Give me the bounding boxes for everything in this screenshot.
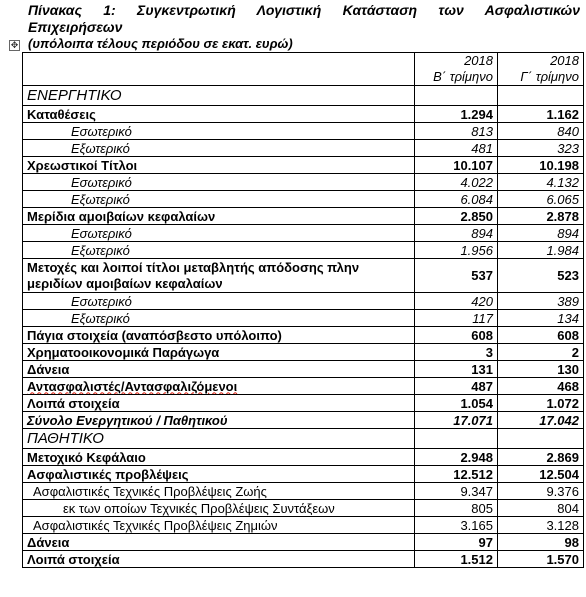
- row-value-q2: 97: [415, 534, 498, 551]
- row-label: Εξωτερικό: [23, 140, 415, 157]
- header-q2: [415, 53, 498, 86]
- table-row: [23, 157, 584, 174]
- table-caption: [28, 2, 580, 36]
- table-row: [23, 466, 584, 483]
- row-value-q3: 2.869: [498, 449, 584, 466]
- row-label: Μετοχικό Κεφάλαιο: [23, 449, 415, 466]
- section-row-assets: [23, 86, 584, 106]
- row-value-q3: 4.132: [498, 174, 584, 191]
- row-label: Λοιπά στοιχεία: [23, 551, 415, 568]
- row-value-q3: 323: [498, 140, 584, 157]
- row-value-q3: 2.878: [498, 208, 584, 225]
- row-label: Αντασφαλιστές/Αντασφαλιζόμενοι: [27, 378, 238, 394]
- row-label: Ασφαλιστικές προβλέψεις: [23, 466, 415, 483]
- table-row: [23, 191, 584, 208]
- section-label: ΕΝΕΡΓΗΤΙΚΟ: [23, 86, 415, 106]
- row-label: Εξωτερικό: [23, 242, 415, 259]
- row-value-q3: 608: [498, 327, 584, 344]
- row-label: Δάνεια: [23, 361, 415, 378]
- header-q2-year: 2018: [464, 53, 493, 68]
- row-label: Χρηματοοικονομικά Παράγωγα: [23, 344, 415, 361]
- caption-line-2: Επιχειρήσεων: [28, 19, 123, 35]
- row-value-q2: 608: [415, 327, 498, 344]
- row-value-q3: 1.162: [498, 106, 584, 123]
- row-value-q2: 4.022: [415, 174, 498, 191]
- row-value-q3: 1.570: [498, 551, 584, 568]
- section-label: ΠΑΘΗΤΙΚΟ: [23, 429, 415, 449]
- table-row: [23, 395, 584, 412]
- caption-units: (υπόλοιπα τέλους περιόδου σε εκατ. ευρώ): [28, 36, 293, 51]
- row-value-q3: 389: [498, 293, 584, 310]
- row-value-q2: 1.294: [415, 106, 498, 123]
- row-label: εκ των οποίων Τεχνικές Προβλέψεις Συντάξεων: [23, 500, 415, 517]
- table-row: [23, 378, 584, 395]
- row-label: Εξωτερικό: [23, 191, 415, 208]
- header-q3-year: 2018: [550, 53, 579, 68]
- header-q3: [498, 53, 584, 86]
- row-value-q2: 805: [415, 500, 498, 517]
- table-row: [23, 293, 584, 310]
- table-row: [23, 517, 584, 534]
- row-value-q2: 537: [415, 259, 498, 293]
- table-row: [23, 449, 584, 466]
- row-value-q3: 134: [498, 310, 584, 327]
- row-value-q2: 3: [415, 344, 498, 361]
- table-row: [23, 208, 584, 225]
- row-value-q3: 894: [498, 225, 584, 242]
- row-value-q2: 3.165: [415, 517, 498, 534]
- row-label: Χρεωστικοί Τίτλοι: [23, 157, 415, 174]
- row-value-q2: 12.512: [415, 466, 498, 483]
- table-row: [23, 174, 584, 191]
- table-row: [23, 534, 584, 551]
- row-value-q3: 840: [498, 123, 584, 140]
- row-label: Μερίδια αμοιβαίων κεφαλαίων: [23, 208, 415, 225]
- row-value-q3: 6.065: [498, 191, 584, 208]
- table-row: [23, 123, 584, 140]
- header-q3-period: Γ΄ τρίμηνο: [520, 69, 579, 84]
- row-value-q3: 523: [498, 259, 584, 293]
- balance-sheet-table: [22, 52, 584, 568]
- row-value-q3: 9.376: [498, 483, 584, 500]
- row-value-q2: 131: [415, 361, 498, 378]
- row-value-q3: 468: [498, 378, 584, 395]
- row-value-q2: 17.071: [415, 412, 498, 429]
- table-row: [23, 140, 584, 157]
- table-row: [23, 225, 584, 242]
- header-empty-cell: [23, 53, 415, 86]
- row-value-q2: 1.512: [415, 551, 498, 568]
- table-row: [23, 344, 584, 361]
- row-value-q3: 12.504: [498, 466, 584, 483]
- header-row: [23, 53, 584, 86]
- row-value-q2: 813: [415, 123, 498, 140]
- row-label: Εσωτερικό: [23, 174, 415, 191]
- row-label: Ασφαλιστικές Τεχνικές Προβλέψεις Ζημιών: [23, 517, 415, 534]
- row-value-q2: 2.948: [415, 449, 498, 466]
- section-row-liabilities: [23, 429, 584, 449]
- table-row: [23, 242, 584, 259]
- table-row: [23, 500, 584, 517]
- table-row: [23, 361, 584, 378]
- caption-line-1: Πίνακας 1: Συγκεντρωτική Λογιστική Κατάσταση των Ασφαλιστικών: [28, 2, 580, 18]
- row-value-q3: 1.072: [498, 395, 584, 412]
- table-row: [23, 483, 584, 500]
- row-value-q2: 420: [415, 293, 498, 310]
- row-value-q2: 6.084: [415, 191, 498, 208]
- row-value-q2: 894: [415, 225, 498, 242]
- row-value-q3: 98: [498, 534, 584, 551]
- row-value-q3: 2: [498, 344, 584, 361]
- table-row: [23, 106, 584, 123]
- header-q2-period: Β΄ τρίμηνο: [433, 69, 493, 84]
- row-value-q2: 10.107: [415, 157, 498, 174]
- table-move-handle-icon[interactable]: ✥: [10, 40, 19, 50]
- row-value-q3: 1.984: [498, 242, 584, 259]
- row-value-q3: 17.042: [498, 412, 584, 429]
- row-value-q2: 1.054: [415, 395, 498, 412]
- row-label: Ασφαλιστικές Τεχνικές Προβλέψεις Ζωής: [23, 483, 415, 500]
- row-label: Εξωτερικό: [23, 310, 415, 327]
- row-label: Λοιπά στοιχεία: [23, 395, 415, 412]
- row-value-q2: 487: [415, 378, 498, 395]
- row-label: Σύνολο Ενεργητικού / Παθητικού: [23, 412, 415, 429]
- row-label: Μετοχές και λοιποί τίτλοι μεταβλητής απόδοσης πλην μεριδίων αμοιβαίων κεφαλαίων: [23, 259, 415, 293]
- row-label: Εσωτερικό: [23, 225, 415, 242]
- table-row: [23, 310, 584, 327]
- row-value-q3: 130: [498, 361, 584, 378]
- table-row: [23, 551, 584, 568]
- row-label: Καταθέσεις: [23, 106, 415, 123]
- row-value-q2: 2.850: [415, 208, 498, 225]
- row-value-q2: 481: [415, 140, 498, 157]
- table-row: [23, 259, 584, 293]
- row-label: Εσωτερικό: [23, 293, 415, 310]
- row-value-q2: 117: [415, 310, 498, 327]
- row-label: Εσωτερικό: [23, 123, 415, 140]
- row-value-q2: 1.956: [415, 242, 498, 259]
- row-label: Πάγια στοιχεία (αναπόσβεστο υπόλοιπο): [23, 327, 415, 344]
- total-row: [23, 412, 584, 429]
- row-value-q3: 10.198: [498, 157, 584, 174]
- row-value-q3: 3.128: [498, 517, 584, 534]
- table-row: [23, 327, 584, 344]
- row-value-q3: 804: [498, 500, 584, 517]
- row-label: Δάνεια: [23, 534, 415, 551]
- row-value-q2: 9.347: [415, 483, 498, 500]
